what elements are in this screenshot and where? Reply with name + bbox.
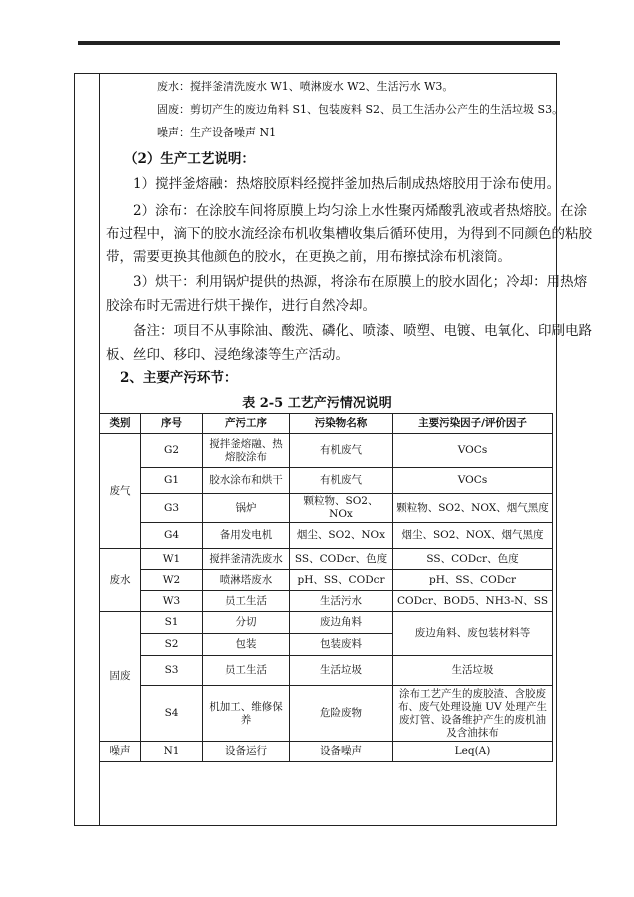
cell-process: 备用发电机 [203, 523, 290, 549]
noise-line: 噪声：生产设备噪声 N1 [157, 126, 277, 139]
cell-pollutant: 生活污水 [290, 591, 393, 612]
cell-process: 包装 [203, 634, 290, 656]
cell-factor: CODcr、BOD5、NH3-N、SS [393, 591, 553, 612]
cell-no: W3 [141, 591, 203, 612]
table-row [100, 656, 553, 686]
cell-process: 搅拌釜清洗废水 [203, 549, 290, 570]
cell-factor: 废边角料、废包装材料等 [393, 612, 553, 656]
cell-process: 员工生活 [203, 656, 290, 686]
wastewater-line: 废水：搅拌釜清洗废水 W1、喷淋废水 W2、生活污水 W3。 [157, 80, 454, 93]
cell-no: G1 [141, 468, 203, 494]
table-row [100, 468, 553, 494]
cell-no: W2 [141, 570, 203, 591]
cell-no: S1 [141, 612, 203, 634]
cell-pollutant: 烟尘、SO2、NOx [290, 523, 393, 549]
header-pollutant: 污染物名称 [290, 414, 393, 434]
header-process: 产污工序 [203, 414, 290, 434]
cell-pollutant: SS、CODcr、色度 [290, 549, 393, 570]
header-factor: 主要污染因子/评价因子 [393, 414, 553, 434]
process-step-1: 1）搅拌釜熔融：热熔胶原料经搅拌釜加热后制成热熔胶用于涂布使用。 [133, 176, 561, 192]
cell-pollutant: 颗粒物、SO2、NOx [290, 494, 393, 523]
process-step-2: 2）涂布：在涂胶车间将原膜上均匀涂上水性聚丙烯酸乳液或者热熔胶。在涂 [133, 203, 588, 219]
cell-process: 机加工、维修保养 [203, 686, 290, 742]
category-solid: 固废 [100, 612, 141, 742]
category-noise: 噪声 [100, 742, 141, 762]
cell-no: G2 [141, 434, 203, 468]
cell-pollutant: 有机废气 [290, 434, 393, 468]
cell-pollutant: 危险废物 [290, 686, 393, 742]
cell-factor: 烟尘、SO2、NOX、烟气黑度 [393, 523, 553, 549]
cell-pollutant: 设备噪声 [290, 742, 393, 762]
table-row [100, 591, 553, 612]
header-rule [78, 41, 560, 45]
cell-pollutant: pH、SS、CODcr [290, 570, 393, 591]
header-number: 序号 [141, 414, 203, 434]
cell-factor: VOCs [393, 434, 553, 468]
table-row [100, 612, 553, 634]
table-row [100, 549, 553, 570]
cell-no: N1 [141, 742, 203, 762]
cell-no: S4 [141, 686, 203, 742]
cell-pollutant: 有机废气 [290, 468, 393, 494]
cell-process: 设备运行 [203, 742, 290, 762]
table-row [100, 570, 553, 591]
remark-line-cont: 板、丝印、移印、浸绝缘漆等生产活动。 [106, 347, 349, 363]
cell-no: W1 [141, 549, 203, 570]
solid-waste-line: 固废：剪切产生的废边角料 S1、包装废料 S2、员工生活办公产生的生活垃圾 S3。 [157, 103, 564, 116]
cell-process: 员工生活 [203, 591, 290, 612]
process-step-3: 3）烘干：利用锅炉提供的热源，将涂布在原膜上的胶水固化；冷却：用热熔 [133, 274, 588, 290]
cell-factor: pH、SS、CODcr [393, 570, 553, 591]
process-step-2-cont-2: 带，需要更换其他颜色的胶水，在更换之前，用布擦拭涂布机滚筒。 [106, 249, 511, 265]
cell-no: S2 [141, 634, 203, 656]
cell-process: 胶水涂布和烘干 [203, 468, 290, 494]
table-header-row [100, 414, 553, 434]
cell-pollutant: 废边角料 [290, 612, 393, 634]
table-caption: 表 2-5 工艺产污情况说明 [242, 396, 392, 411]
remark-line: 备注：项目不从事除油、酸洗、磷化、喷漆、喷塑、电镀、电氧化、印刷电路 [133, 323, 592, 339]
table-row [100, 686, 553, 742]
cell-process: 锅炉 [203, 494, 290, 523]
cell-no: S3 [141, 656, 203, 686]
cell-factor: VOCs [393, 468, 553, 494]
cell-pollutant: 包装废料 [290, 634, 393, 656]
header-category: 类别 [100, 414, 141, 434]
category-gas: 废气 [100, 434, 141, 549]
cell-factor: 生活垃圾 [393, 656, 553, 686]
cell-process: 喷淋塔废水 [203, 570, 290, 591]
category-water: 废水 [100, 549, 141, 612]
cell-factor: 涂布工艺产生的废胶渣、含胶废布、废气处理设施 UV 处理产生废灯管、设备维护产生的废机油及含油抹布 [393, 686, 553, 742]
cell-process: 搅拌釜熔融、热熔胶涂布 [203, 434, 290, 468]
cell-factor: Leq(A) [393, 742, 553, 762]
cell-pollutant: 生活垃圾 [290, 656, 393, 686]
process-step-2-cont-1: 布过程中，滴下的胶水流经涂布机收集槽收集后循环使用，为得到不同颜色的粘胶 [106, 226, 592, 242]
section-heading: 2、主要产污环节： [120, 370, 238, 386]
process-heading: （2）生产工艺说明： [124, 151, 255, 167]
table-row [100, 523, 553, 549]
table-row [100, 494, 553, 523]
process-step-3-cont: 胶涂布时无需进行烘干操作，进行自然冷却。 [106, 298, 376, 314]
cell-no: G4 [141, 523, 203, 549]
cell-process: 分切 [203, 612, 290, 634]
table-row [100, 742, 553, 762]
cell-no: G3 [141, 494, 203, 523]
cell-factor: 颗粒物、SO2、NOX、烟气黑度 [393, 494, 553, 523]
pollution-table [99, 413, 553, 762]
cell-factor: SS、CODcr、色度 [393, 549, 553, 570]
table-row [100, 434, 553, 468]
